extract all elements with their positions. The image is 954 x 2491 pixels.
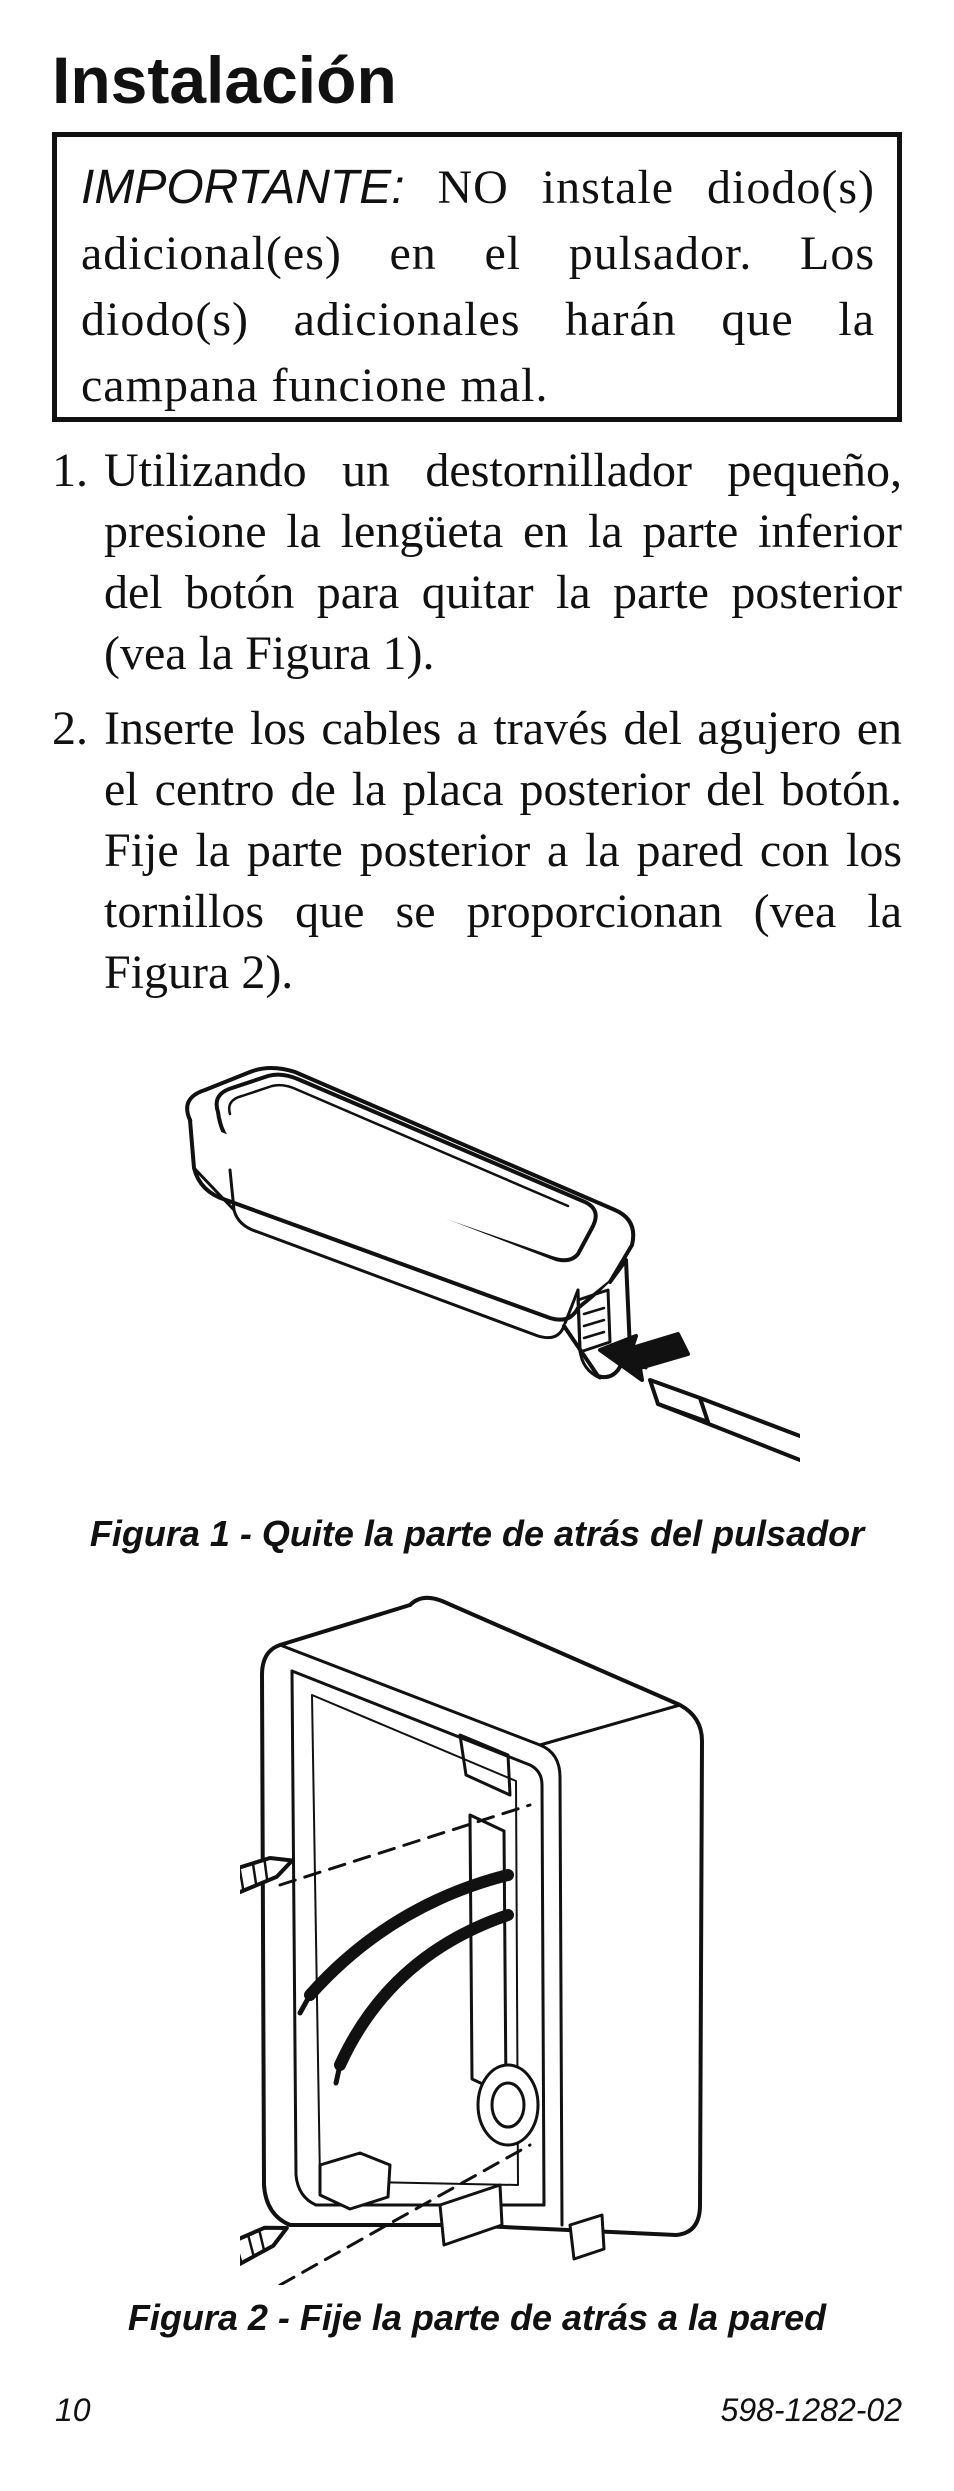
page-title: Instalación xyxy=(52,43,397,117)
document-number: 598-1282-02 xyxy=(720,2392,902,2428)
figure-1-pushbutton-illustration xyxy=(160,1050,800,1490)
figure-1-caption: Figura 1 - Quite la parte de atrás del pulsador xyxy=(89,1513,865,1554)
page-number: 10 xyxy=(55,2392,91,2428)
step-text: Inserte los cables a través del agujero en el centro de la placa posterior del botón. Fije la parte posterior a la pared con los tornillos que se proporcionan (vea la Figura 2). xyxy=(104,702,902,999)
step-number: 1. xyxy=(52,444,88,497)
instruction-steps xyxy=(52,440,902,1017)
step-1 xyxy=(52,440,902,684)
important-notice-box xyxy=(52,132,902,422)
notice-lead: IMPORTANTE: xyxy=(81,161,405,214)
step-number: 2. xyxy=(52,702,88,755)
figure-2-caption: Figura 2 - Fije la parte de atrás a la pared xyxy=(127,2297,827,2338)
step-text: Utilizando un destornillador pequeño, presione la lengüeta en la parte inferior del botón para quitar la parte posterior (vea la Figura 1). xyxy=(104,444,902,680)
step-2 xyxy=(52,698,902,1003)
notice-text: NO instale diodo(s) adicional(es) en el pulsador. Los diodo(s) adicionales harán que la campana funcione mal. xyxy=(81,161,875,412)
figure-2-backplate-illustration xyxy=(240,1585,720,2285)
